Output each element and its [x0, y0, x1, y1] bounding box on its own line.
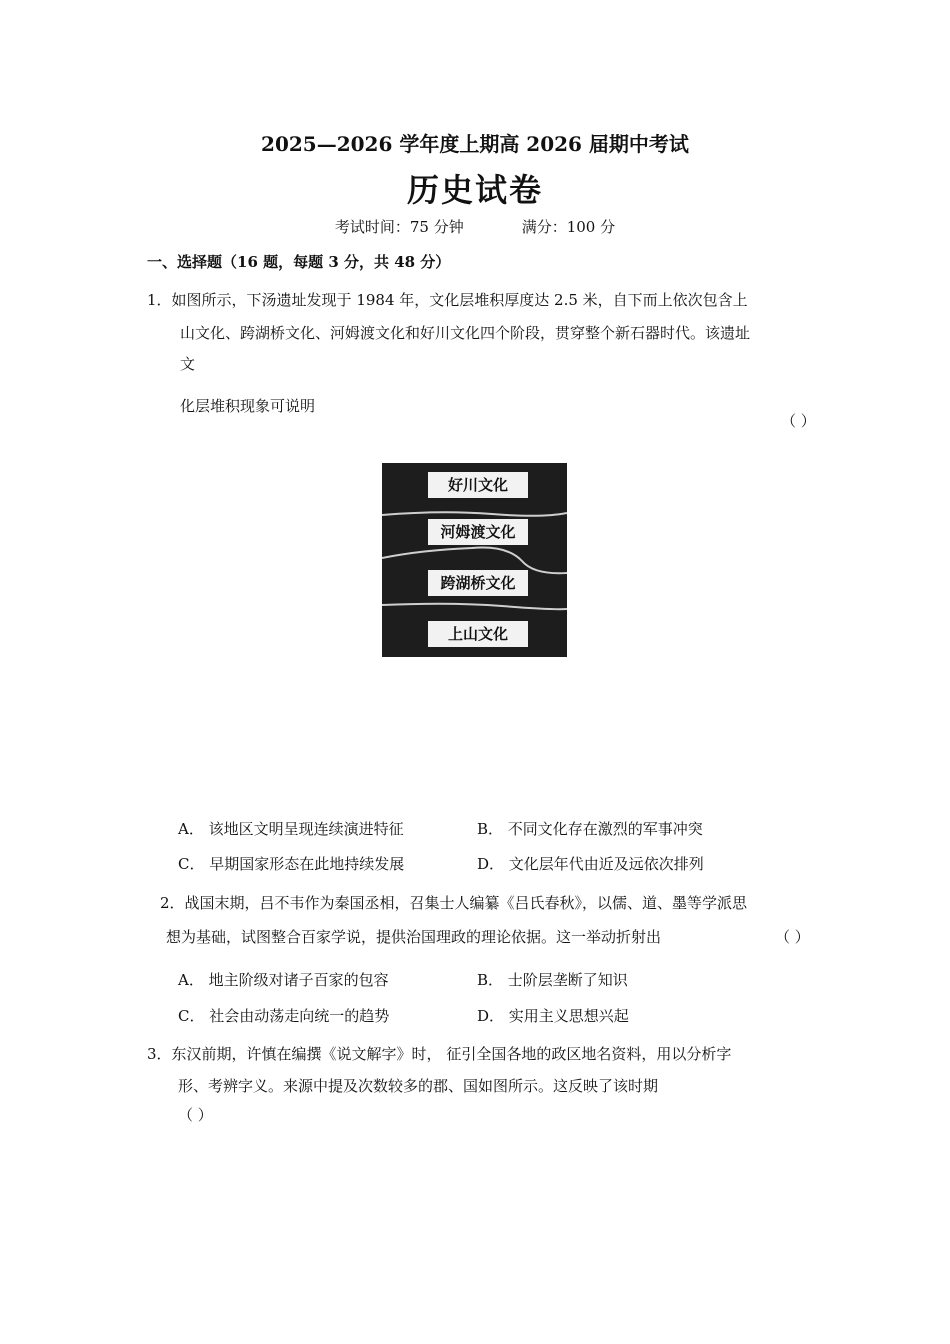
q1-option-b[interactable]: B． 不同文化存在激烈的军事冲突 [477, 820, 703, 838]
layer-label-kuahuqiao: 跨湖桥文化 [428, 570, 528, 596]
exam-score: 满分：100 分 [521, 218, 616, 236]
q2-option-b[interactable]: B． 士阶层垄断了知识 [477, 971, 628, 989]
section-heading: 一、选择题（16 题，每题 3 分，共 48 分） [147, 253, 451, 271]
q2-option-a[interactable]: A． 地主阶级对诸子百家的包容 [178, 971, 389, 989]
q3-line-1: 3．东汉前期，许慎在编撰《说文解字》时， 征引全国各地的政区地名资料，用以分析字 [147, 1045, 732, 1063]
q1-line-2: 山文化、跨湖桥文化、河姆渡文化和好川文化四个阶段，贯穿整个新石器时代。该遗址 [180, 324, 751, 342]
q1-line-4: 化层堆积现象可说明 [180, 397, 316, 415]
exam-title: 2025—2026 学年度上期高 2026 届期中考试 [261, 132, 689, 156]
q1-line-3: 文 [180, 355, 196, 373]
q2-option-c[interactable]: C． 社会由动荡走向统一的趋势 [178, 1007, 390, 1025]
q2-line-1: 2．战国末期，吕不韦作为秦国丞相，召集士人编纂《吕氏春秋》，以儒、道、墨等学派思 [160, 894, 748, 912]
q1-line-1: 1．如图所示，下汤遗址发现于 1984 年，文化层堆积厚度达 2.5 米，自下而上依次包含上 [147, 291, 748, 309]
q2-line-2: 想为基础，试图整合百家学说，提供治国理政的理论依据。这一举动折射出 [166, 928, 662, 946]
subject-title: 历史试卷 [406, 171, 543, 209]
q1-answer-paren: （ ） [781, 412, 816, 430]
q1-option-d[interactable]: D． 文化层年代由近及远依次排列 [477, 855, 704, 873]
q1-option-c[interactable]: C． 早期国家形态在此地持续发展 [178, 855, 405, 873]
q1-option-a[interactable]: A． 该地区文明呈现连续演进特征 [178, 820, 404, 838]
q2-option-d[interactable]: D． 实用主义思想兴起 [477, 1007, 629, 1025]
exam-meta [0, 216, 950, 237]
q2-answer-paren: （ ） [775, 928, 810, 946]
q1-stratigraphy-figure [382, 463, 567, 657]
q3-line-2: 形、考辨字义。来源中提及次数较多的郡、国如图所示。这反映了该时期 [178, 1077, 659, 1095]
layer-label-shangshan: 上山文化 [428, 621, 528, 647]
layer-label-hemudu: 河姆渡文化 [428, 519, 528, 545]
q3-answer-paren: （ ） [178, 1106, 213, 1124]
exam-time: 考试时间：75 分钟 [334, 218, 464, 236]
layer-label-haochuan: 好川文化 [428, 472, 528, 498]
